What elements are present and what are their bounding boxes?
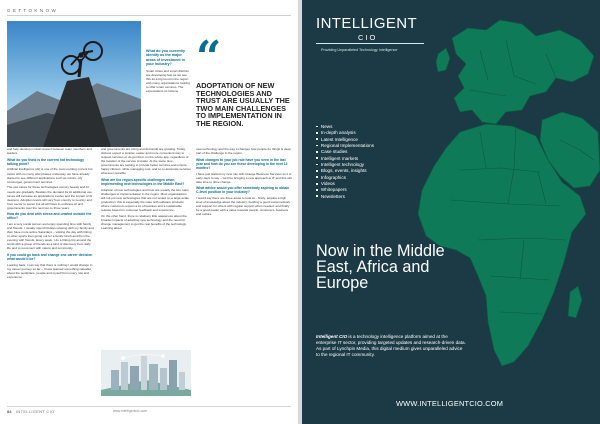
- sidebar-answer: Smart Cities and smart districts are developing fast as we see this as a big trend in the region with many organisations looking to offer smart services. The expectations of citizens: [146, 68, 190, 93]
- bullet-icon: [316, 145, 318, 147]
- article-paragraph: The use cases for these technologies convey beauty and AI needs are gradually. Besides the demand for AI additional use cases will increase as applications evolve and the impact of AI deepens. Adoption levels will vary from country to country and from sector to sector but all will have to embrace AI and governments over the next two to three years.: [7, 185, 93, 210]
- article-paragraph: I would say there are three areas to look at – firstly, acquire a high level of knowledge about the industry; building a good social network and support for others with regular support when needed; and finally be a good leader with a value towards people, customers, business and culture.: [196, 196, 291, 217]
- article-paragraph: Artificial Intelligence (AI) is one of the most exciting current hot topics with so many pilot phases underway, we have already started to see different applications such as robots, city concierges, government services.: [7, 167, 93, 184]
- quote-mark-icon: “: [196, 32, 222, 83]
- article-paragraph: Adoption of new technologies and trust are usually the two main challenges to implementation in the region. Most organisations will roll out new technologies that are not tested on a large-scale production; this is especially the case with software products where customers expect a lot of features and a sustainable release based on customer feedback and experience.: [101, 187, 189, 212]
- brand-logo: INTELLIGENT: [316, 15, 418, 32]
- article-column-1: [7, 147, 95, 281]
- feature-list-item: [316, 194, 374, 200]
- description-brand: Intelligent CIO: [316, 334, 348, 339]
- sidebar-question: What do you currently identify as the major areas of investment in your industry?: [146, 49, 185, 67]
- feature-label: Case studies: [320, 149, 348, 155]
- feature-label: Newsletters: [320, 193, 345, 199]
- footer-brand: INTELLIGENT CIO: [16, 409, 55, 414]
- feature-label: Regional Implementations: [320, 143, 375, 149]
- feature-label: Latest Intelligence: [320, 136, 358, 142]
- advert-website-link[interactable]: WWW.INTELLIGENTCIO.COM: [396, 399, 504, 408]
- section-label: G E T T O K N O W: [7, 8, 57, 13]
- feature-label: News: [320, 124, 333, 129]
- advert-headline: Now in the Middle East, Africa and Europe: [316, 242, 445, 292]
- advert-description: [316, 334, 466, 358]
- footer-website[interactable]: www.intelligentcio.com: [113, 409, 148, 413]
- feature-label: Infographics: [320, 174, 346, 180]
- world-map-illustration: [310, 0, 600, 424]
- article-paragraph: I have just started my new role with Orange Business Services so it is early days to say – we’ll be bringing a new approach to IT and this will take time to drive change.: [196, 171, 292, 184]
- interview-question: If you could go back and change one career decision what would it be?: [7, 253, 93, 262]
- feature-label: Videos: [320, 181, 335, 187]
- sidebar-qa: [146, 49, 191, 93]
- bullet-icon: [316, 157, 318, 159]
- bullet-icon: [316, 126, 318, 128]
- bullet-icon: [316, 170, 318, 172]
- article-column-3: [196, 147, 292, 218]
- footer-divider: [7, 406, 291, 407]
- bullet-icon: [316, 138, 318, 140]
- bullet-icon: [316, 189, 318, 191]
- article-paragraph: and governments are rising and demands are growing. Today, citizens expect a simpler, easier and more convenient way to request services or do get them on the whole app, regardless of the location of the service provider. At the same time, governments are looking to provide better services and ensure happy citizens, while managing cost, and so to automate services wherever possible.: [101, 147, 191, 176]
- pull-quote: ADOPTATION OF NEW TECHNOLOGIES AND TRUST ARE USUALLY THE TWO MAIN CHALLENGES TO IMPLEMENTATION IN THE REGION.: [196, 81, 290, 128]
- interview-question: What advice would you offer somebody aspiring to obtain C-level position in your industry?: [196, 186, 290, 195]
- bullet-icon: [316, 151, 318, 153]
- interview-question: What do you think is the current hot technology talking point?: [7, 157, 85, 166]
- brand-tagline: Providing Unparalleled Technology Intelligence: [321, 48, 398, 52]
- description-text: is a technology intelligence platform aimed at the enterprise IT sector, providing targeted updates and research-driven data. As part of Lynchpin Media, this digital medium gives unparalleled advice to the regional IT community.: [316, 334, 466, 358]
- interview-question: What are the region-specific challenges when implementing new technologies in the Middle East?: [101, 177, 185, 187]
- article-paragraph: On the other hand, there is relatively little awareness about the broader impacts of adopting new technology and the need for change management to get the real benefits of the technology. Learning about: [101, 213, 187, 230]
- page-footer: [7, 406, 291, 416]
- feature-label: Blogs, events, insights: [320, 168, 367, 174]
- article-paragraph: and help develop mutual respect between team members and leaders.: [7, 147, 92, 156]
- feature-list: [316, 124, 374, 200]
- section-divider: [7, 15, 291, 16]
- right-page-advert: [302, 0, 600, 424]
- feature-label: Intelligent markets: [320, 155, 359, 161]
- hero-photo-cyclist: [7, 21, 141, 147]
- feature-label: Whitepapers: [320, 187, 347, 193]
- article-column-2: [101, 147, 191, 232]
- feature-label: Intelligent technology: [320, 162, 365, 168]
- article-paragraph: Looking back, I can say that there is nothing I would change in my career journey so far – I have learned something valuable about the workplace, people and myself from every role and experience.: [7, 262, 93, 279]
- bullet-icon: [316, 195, 318, 197]
- bullet-icon: [316, 183, 318, 185]
- feature-label: In-depth analysis: [320, 130, 356, 136]
- bullet-icon: [316, 176, 318, 178]
- interview-question: What changes to your job role have you seen in the last year and how do you see these developing in the next 12 months?: [196, 157, 288, 170]
- page-number: 84: [7, 409, 12, 414]
- interview-question: How do you deal with stress and unwind outside the office?: [7, 212, 92, 221]
- article-paragraph: new technology and the way it changes how people do things is deep part of the challenge in the region.: [196, 147, 291, 156]
- brand-divider: [316, 43, 424, 44]
- article-paragraph: I am a very social person and enjoy spending time with family and friends. I usually spend Fridays relaxing with my family and then have more active Saturdays – visiting the day with hiking or other sports then going out for a family lunch and then the evening with friends. Every week, I do a hiking trip around the world with a group of friends as a kind of discovery from daily life and to reconnect with nature and community.: [7, 222, 94, 251]
- bullet-icon: [316, 164, 318, 166]
- left-page: [0, 0, 298, 424]
- brand-logo-suffix: CIO: [358, 33, 378, 42]
- city-illustration: [101, 350, 191, 396]
- bullet-icon: [316, 132, 318, 134]
